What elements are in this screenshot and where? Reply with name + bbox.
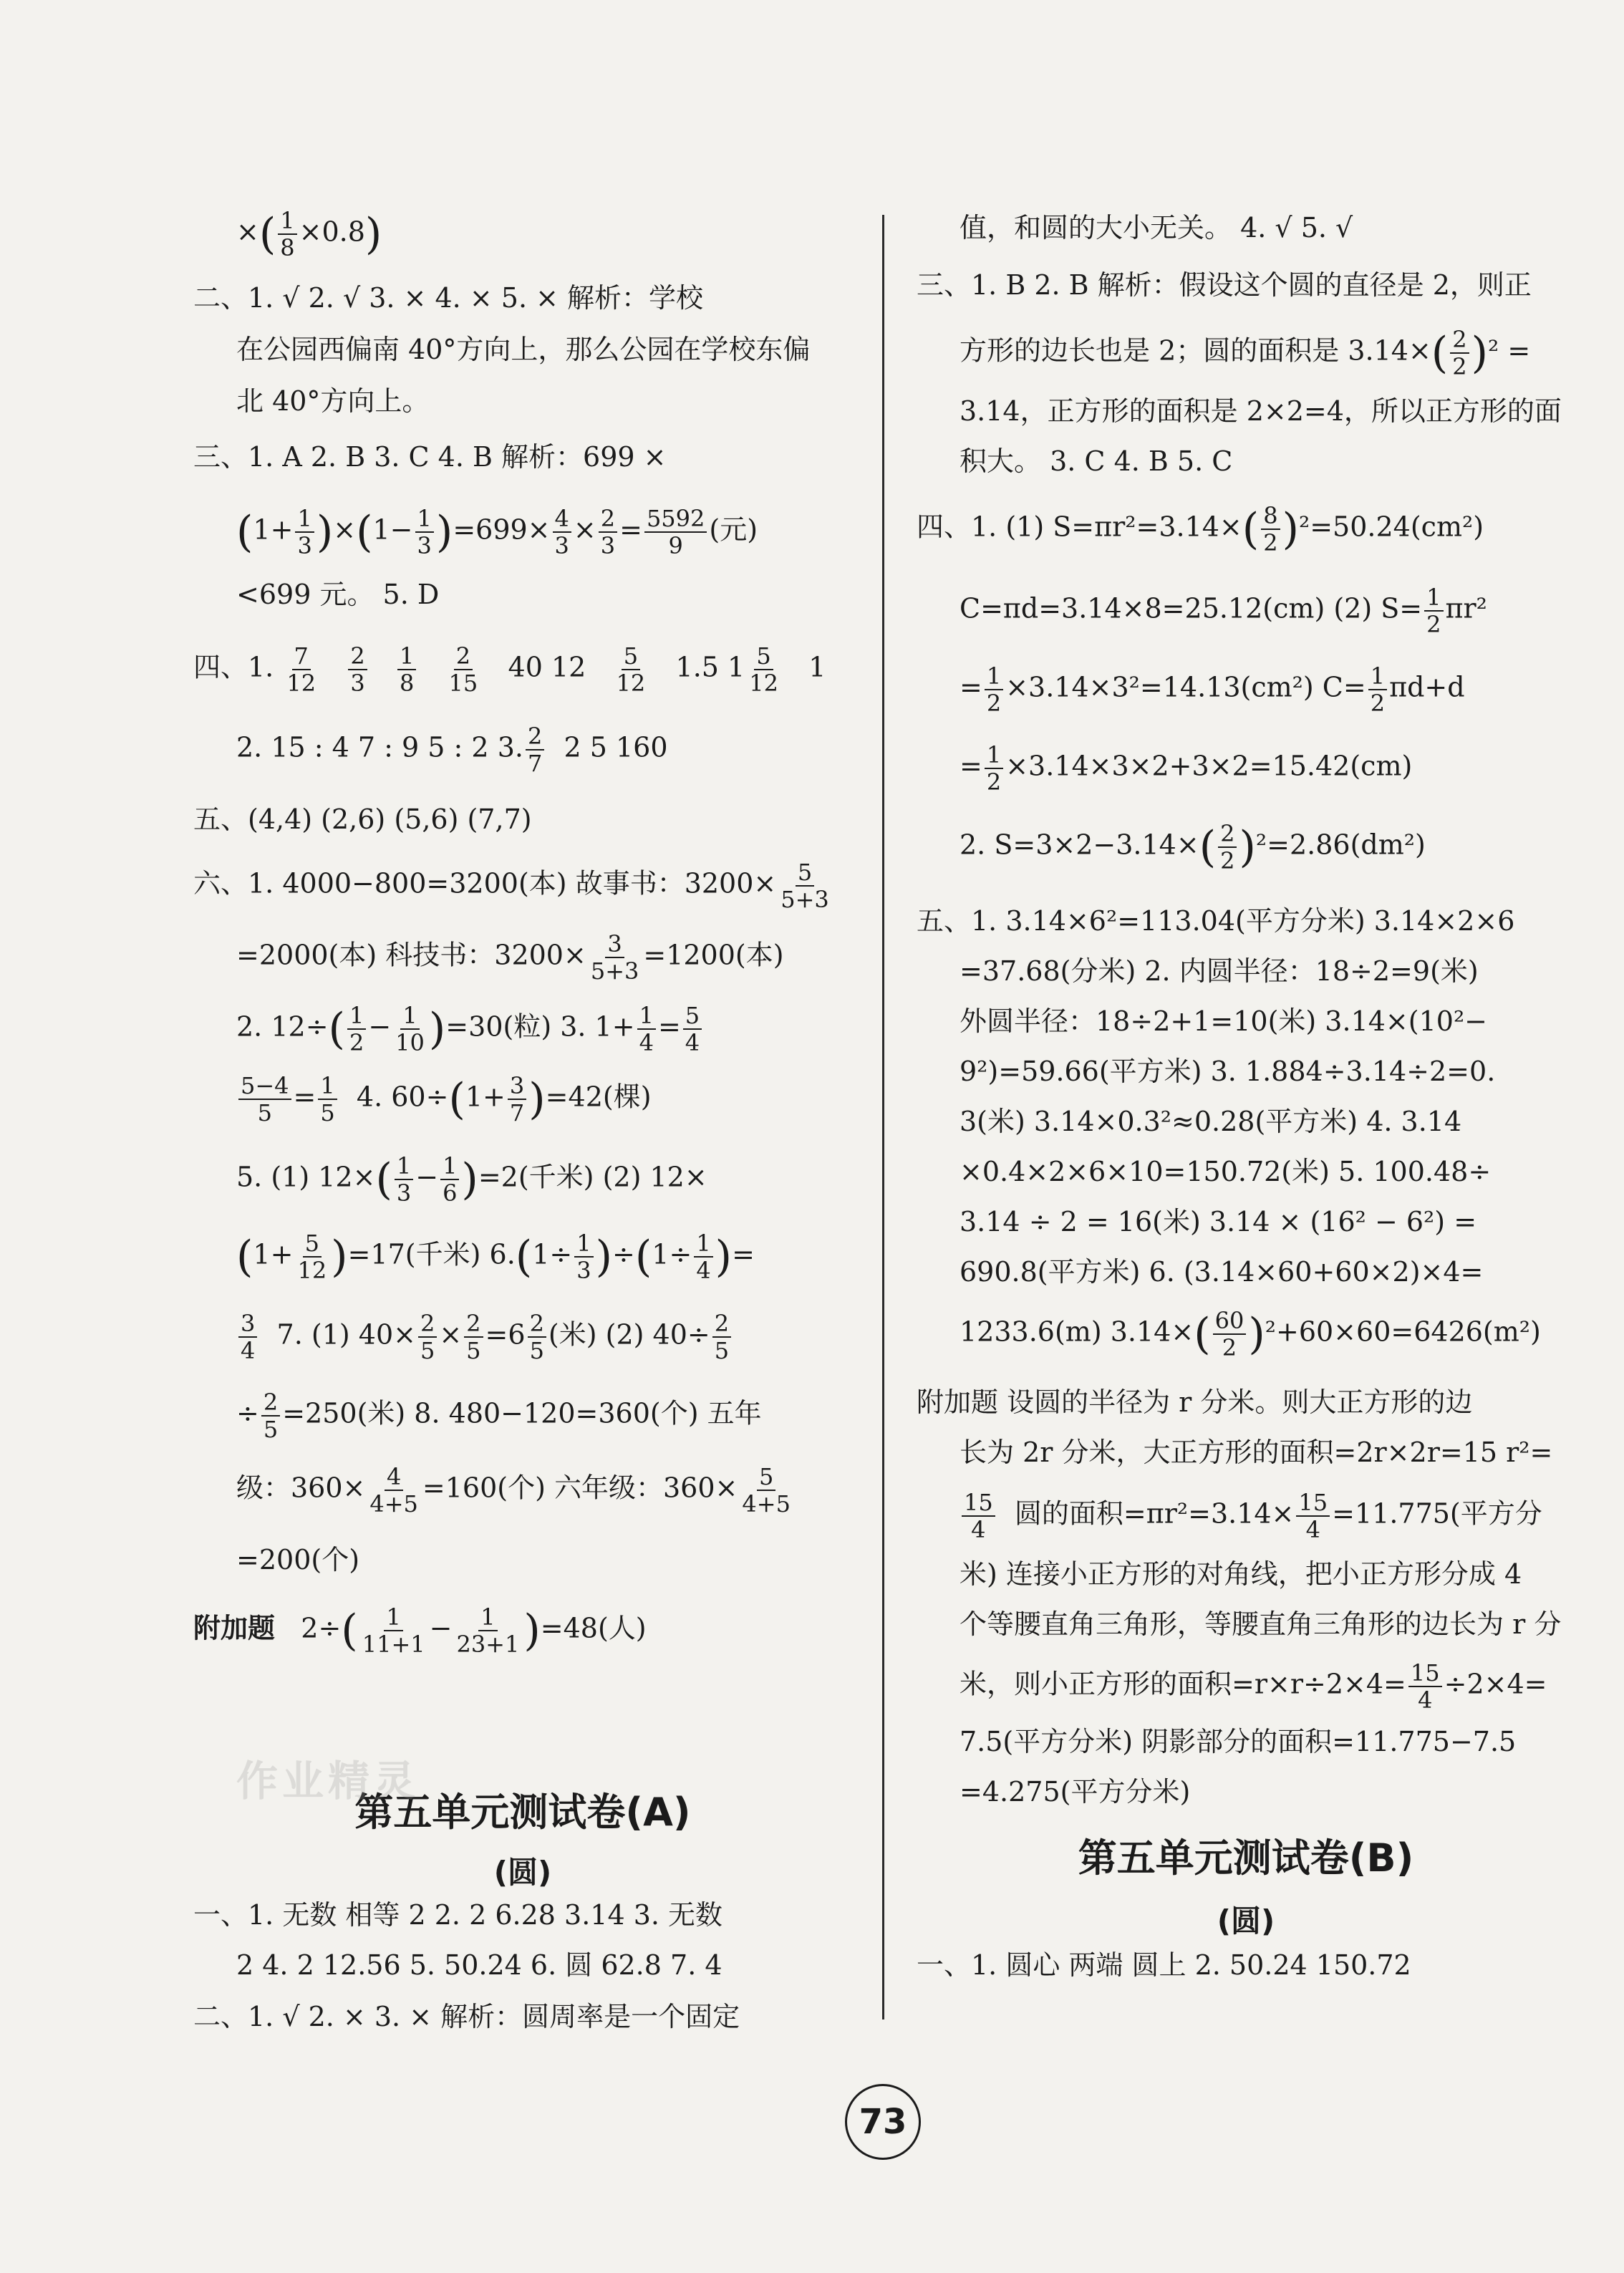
right-line-3: 方形的边长也是 2；圆的面积是 3.14×( $\frac{2}{2}$ )² = bbox=[960, 326, 1531, 380]
left-line-10: 五、(4,4) (2,6) (5,6) (7,7) bbox=[193, 803, 532, 835]
watermark: 作业精灵 bbox=[236, 1757, 420, 1805]
unit-5-test-a-subtitle: (圆) bbox=[493, 1855, 552, 1890]
right-line-13: 外圆半径：18÷2+1=10(米) 3.14×(10²− bbox=[960, 1005, 1488, 1037]
right-line-23: 米) 连接小正方形的对角线，把小正方形分成 4 bbox=[960, 1558, 1522, 1590]
right-line-16: ×0.4×2×6×10=150.72(米) 5. 100.48÷ bbox=[960, 1156, 1492, 1187]
left-line-2: 二、1. √ 2. √ 3. × 4. × 5. × 解析：学校 bbox=[193, 282, 704, 314]
page-number: 73 bbox=[845, 2084, 921, 2160]
left-line-24: 二、1. √ 2. × 3. × 解析：圆周率是一个固定 bbox=[193, 2001, 740, 2032]
left-line-8: 四、1. $\frac{7}{12}$ $\frac{2}{3}$ $\frac{1}{8}$ $\frac{2}{15}$ 40 12 $\frac{5}{12}$ 1.5 1 $\frac{5}{12}$ 1 bbox=[193, 642, 826, 697]
right-line-27: =4.275(平方分米) bbox=[960, 1776, 1191, 1808]
right-line-5: 积大。 3. C 4. B 5. C bbox=[960, 445, 1233, 477]
left-line-21: 附加题 2÷( $\frac{1}{11+1}$ − $\frac{1}{23+1}$ )=48(人) bbox=[193, 1603, 647, 1658]
left-line-18: ÷ $\frac{2}{5}$ =250(米) 8. 480−120=360(个) 五年 bbox=[236, 1389, 762, 1443]
unit-5-test-a-title: 第五单元测试卷(A) bbox=[354, 1790, 691, 1835]
right-line-7: C=πd=3.14×8=25.12(cm) (2) S= $\frac{1}{2}$ πr² bbox=[960, 584, 1487, 638]
left-line-14: $\frac{5-4}{5}$ = $\frac{1}{5}$ 4. 60÷(1+ $\frac{3}{7}$ )=42(棵) bbox=[193, 1073, 652, 1126]
left-line-23: 2 4. 2 12.56 5. 50.24 6. 圆 62.8 7. 4 bbox=[236, 1949, 722, 1981]
right-line-22: $\frac{15}{4}$ 圆的面积=πr²=3.14× $\frac{15}{4}$ =11.775(平方分 bbox=[917, 1490, 1542, 1543]
left-line-12: =2000(本) 科技书：3200× $\frac{3}{5+3}$ =1200(本) bbox=[236, 930, 784, 985]
right-line-2: 三、1. B 2. B 解析：假设这个圆的直径是 2，则正 bbox=[917, 269, 1532, 301]
left-line-17: $\frac{3}{4}$ 7. (1) 40× $\frac{2}{5}$ × $\frac{2}{5}$ =6 $\frac{2}{5}$ (米) (2) 40÷ $\frac{2}{5}$ bbox=[193, 1311, 733, 1364]
left-line-16: (1+ $\frac{5}{12}$ )=17(千米) 6.(1÷ $\frac{1}{3}$ )÷(1÷ $\frac{1}{4}$ )= bbox=[236, 1230, 755, 1284]
right-line-17: 3.14 ÷ 2 = 16(米) 3.14 × (16² − 6²) = bbox=[960, 1206, 1477, 1237]
right-line-18: 690.8(平方米) 6. (3.14×60+60×2)×4= bbox=[960, 1256, 1484, 1288]
left-line-1: ×( $\frac{1}{8}$ ×0.8) bbox=[236, 207, 382, 261]
left-line-9: 2. 15 : 4 7 : 9 5 : 2 3. $\frac{2}{7}$ 2 5 160 bbox=[236, 723, 668, 777]
right-line-14: 9²)=59.66(平方米) 3. 1.884÷3.14÷2=0. bbox=[960, 1056, 1496, 1087]
unit-5-test-b-title: 第五单元测试卷(B) bbox=[1078, 1835, 1414, 1881]
right-line-21: 长为 2r 分米，大正方形的面积=2r×2r=15 r²= bbox=[960, 1437, 1553, 1468]
right-line-20: 附加题 设圆的半径为 r 分米。则大正方形的边 bbox=[917, 1386, 1473, 1418]
left-line-6: (1+ $\frac{1}{3}$ )×(1− $\frac{1}{3}$ )=699× $\frac{4}{3}$ × $\frac{2}{3}$ = $\frac{5592}{9}$ (元) bbox=[236, 505, 758, 559]
left-line-20: =200(个) bbox=[236, 1544, 360, 1575]
right-line-8: = $\frac{1}{2}$ ×3.14×3²=14.13(cm²) C= $\frac{1}{2}$ πd+d bbox=[960, 662, 1465, 717]
right-line-28: 一、1. 圆心 两端 圆上 2. 50.24 150.72 bbox=[917, 1949, 1411, 1981]
right-line-26: 7.5(平方分米) 阴影部分的面积=11.775−7.5 bbox=[960, 1726, 1517, 1757]
right-line-24: 个等腰直角三角形，等腰直角三角形的边长为 r 分 bbox=[960, 1608, 1562, 1640]
right-line-25: 米，则小正方形的面积=r×r÷2×4= $\frac{15}{4}$ ÷2×4= bbox=[960, 1659, 1547, 1714]
right-line-15: 3(米) 3.14×0.3²≈0.28(平方米) 4. 3.14 bbox=[960, 1106, 1462, 1137]
right-line-11: 五、1. 3.14×6²=113.04(平方分米) 3.14×2×6 bbox=[917, 905, 1515, 937]
unit-5-test-b-subtitle: (圆) bbox=[1217, 1903, 1275, 1939]
left-line-11: 六、1. 4000−800=3200(本) 故事书：3200× $\frac{5}{5+3}$ bbox=[193, 859, 829, 913]
right-line-19: 1233.6(m) 3.14×( $\frac{60}{2}$ )²+60×60=6426(m²) bbox=[960, 1307, 1541, 1361]
left-line-19: 级：360× $\frac{4}{4+5}$ =160(个) 六年级：360× $\frac{5}{4+5}$ bbox=[236, 1463, 791, 1517]
left-line-22: 一、1. 无数 相等 2 2. 2 6.28 3.14 3. 无数 bbox=[193, 1899, 723, 1931]
right-line-6: 四、1. (1) S=πr²=3.14×( $\frac{8}{2}$ )²=50.24(cm²) bbox=[917, 502, 1484, 556]
left-line-4: 北 40°方向上。 bbox=[236, 385, 430, 417]
left-line-13: 2. 12÷( $\frac{1}{2}$ − $\frac{1}{10}$ )=30(粒) 3. 1+ $\frac{1}{4}$ = $\frac{5}{4}$ bbox=[193, 1003, 704, 1056]
right-line-9: = $\frac{1}{2}$ ×3.14×3×2+3×2=15.42(cm) bbox=[960, 741, 1413, 796]
right-line-1: 值，和圆的大小无关。 4. √ 5. √ bbox=[960, 212, 1353, 243]
right-line-4: 3.14，正方形的面积是 2×2=4，所以正方形的面 bbox=[960, 395, 1562, 427]
left-line-7: <699 元。 5. D bbox=[236, 579, 440, 610]
left-line-5: 三、1. A 2. B 3. C 4. B 解析：699 × bbox=[193, 441, 667, 473]
right-line-12: =37.68(分米) 2. 内圆半径：18÷2=9(米) bbox=[960, 955, 1479, 987]
left-line-3: 在公园西偏南 40°方向上，那么公园在学校东偏 bbox=[236, 334, 811, 365]
column-divider bbox=[882, 215, 884, 2019]
left-line-15: 5. (1) 12×( $\frac{1}{3}$ − $\frac{1}{6}$ )=2(千米) (2) 12× bbox=[236, 1152, 707, 1207]
right-line-10: 2. S=3×2−3.14×( $\frac{2}{2}$ )²=2.86(dm²) bbox=[960, 820, 1426, 874]
